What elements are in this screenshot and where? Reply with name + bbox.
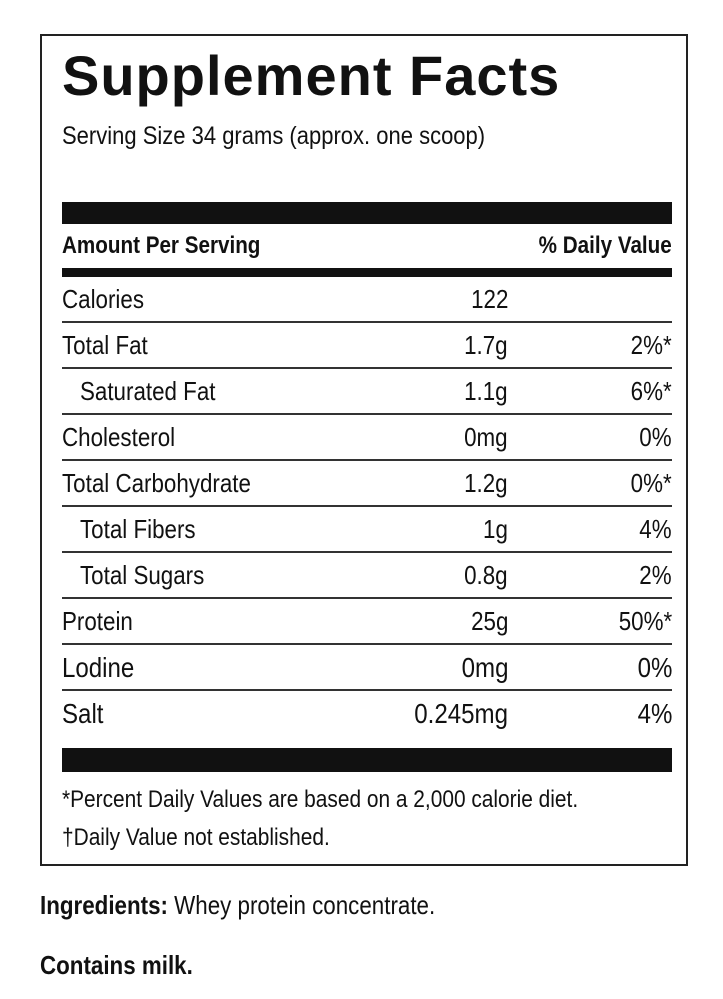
ingredients-text: Whey protein concentrate. (167, 890, 436, 920)
nutrient-row (62, 553, 672, 599)
footnote-not-established: †Daily Value not established. (62, 824, 330, 851)
nutrient-row (62, 599, 672, 645)
nutrient-amount: 0mg (461, 652, 508, 683)
nutrient-amount: 0.8g (464, 560, 508, 590)
nutrient-daily-value: 4% (639, 514, 672, 544)
nutrient-amount: 1g (483, 514, 508, 544)
serving-size: Serving Size 34 grams (approx. one scoop) (62, 122, 486, 150)
nutrient-amount: 1.7g (464, 330, 508, 360)
thick-divider-top (62, 202, 672, 224)
nutrient-amount: 25g (470, 606, 508, 636)
nutrient-name: Total Fibers (80, 514, 196, 544)
allergen-statement: Contains milk. (40, 950, 193, 980)
ingredients-statement (40, 890, 435, 921)
nutrient-row (62, 415, 672, 461)
nutrient-amount: 0mg (464, 422, 508, 452)
nutrient-row (62, 369, 672, 415)
nutrient-row (62, 691, 672, 735)
nutrient-row (62, 323, 672, 369)
daily-value-header: % Daily Value (538, 232, 672, 259)
nutrient-name: Salt (62, 698, 104, 729)
nutrient-name: Total Carbohydrate (62, 468, 251, 498)
ingredients-label: Ingredients: (40, 890, 168, 920)
nutrient-row (62, 461, 672, 507)
medium-divider (62, 268, 672, 277)
nutrient-amount: 122 (470, 284, 508, 314)
nutrient-name: Total Fat (62, 330, 148, 360)
nutrient-daily-value: 0% (637, 652, 672, 683)
panel-title: Supplement Facts (62, 44, 561, 107)
nutrient-amount: 1.1g (464, 376, 508, 406)
nutrient-name: Calories (62, 284, 145, 314)
nutrient-daily-value: 0%* (630, 468, 672, 498)
supplement-facts-panel (40, 34, 688, 866)
nutrient-daily-value: 2%* (630, 330, 672, 360)
nutrient-row (62, 507, 672, 553)
nutrient-daily-value: 50%* (618, 606, 672, 636)
nutrient-row (62, 645, 672, 691)
nutrient-name: Protein (62, 606, 133, 636)
nutrient-amount: 0.245mg (414, 698, 508, 729)
nutrient-daily-value: 0% (639, 422, 672, 452)
nutrient-row (62, 277, 672, 323)
thick-divider-bottom (62, 748, 672, 772)
nutrient-name: Cholesterol (62, 422, 176, 452)
nutrient-daily-value: 6%* (630, 376, 672, 406)
nutrient-name: Lodine (62, 652, 135, 683)
nutrient-daily-value: 4% (637, 698, 672, 729)
column-header-row (62, 225, 672, 267)
nutrient-name: Total Sugars (80, 560, 205, 590)
footnote-daily-values: *Percent Daily Values are based on a 2,000 calorie diet. (62, 786, 579, 813)
nutrient-table (62, 277, 672, 735)
nutrient-name: Saturated Fat (80, 376, 216, 406)
nutrient-daily-value: 2% (639, 560, 672, 590)
amount-per-serving-header: Amount Per Serving (62, 232, 261, 259)
nutrient-amount: 1.2g (464, 468, 508, 498)
